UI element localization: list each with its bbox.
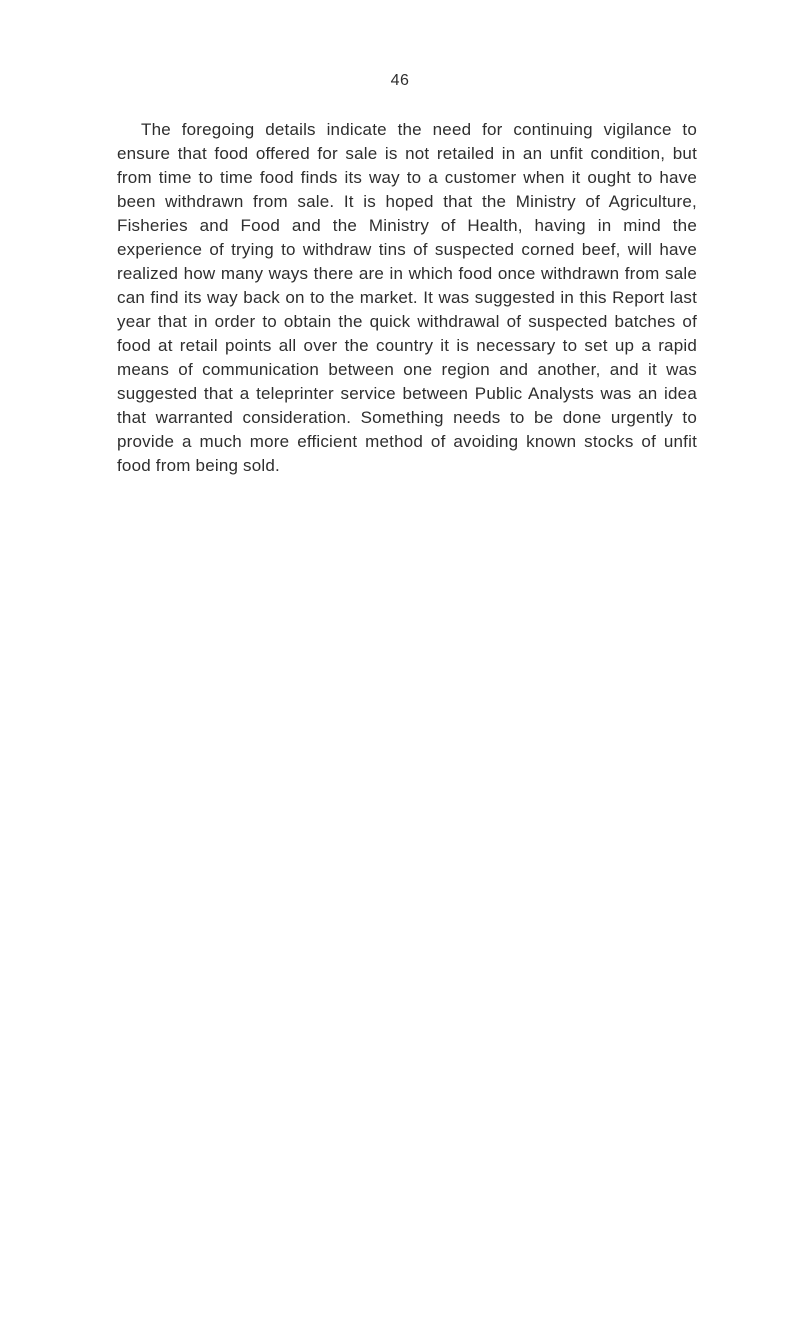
body-paragraph: The foregoing details indicate the need for continuing vigilance to ensure that food offered for sale is not retailed in an unfit condition, but from time to time food finds its way to a customer when it ought to have been withdrawn from sale. It is hoped that the Ministry of Agriculture, Fisheries and Food and the Ministry of Health, having in mind the experience of trying to withdraw tins of suspected corned beef, will have realized how many ways there are in which food once withdrawn from sale can find its way back on to the market. It was suggested in this Report last year that in order to obtain the quick withdrawal of suspected batches of food at retail points all over the country it is necessary to set up a rapid means of communication between one region and another, and it was suggested that a teleprinter service between Public Analysts was an idea that warranted consideration. Something needs to be done urgently to provide a much more efficient method of avoiding known stocks of unfit food from being sold. [117,120,697,475]
page-number: 46 [390,72,410,89]
